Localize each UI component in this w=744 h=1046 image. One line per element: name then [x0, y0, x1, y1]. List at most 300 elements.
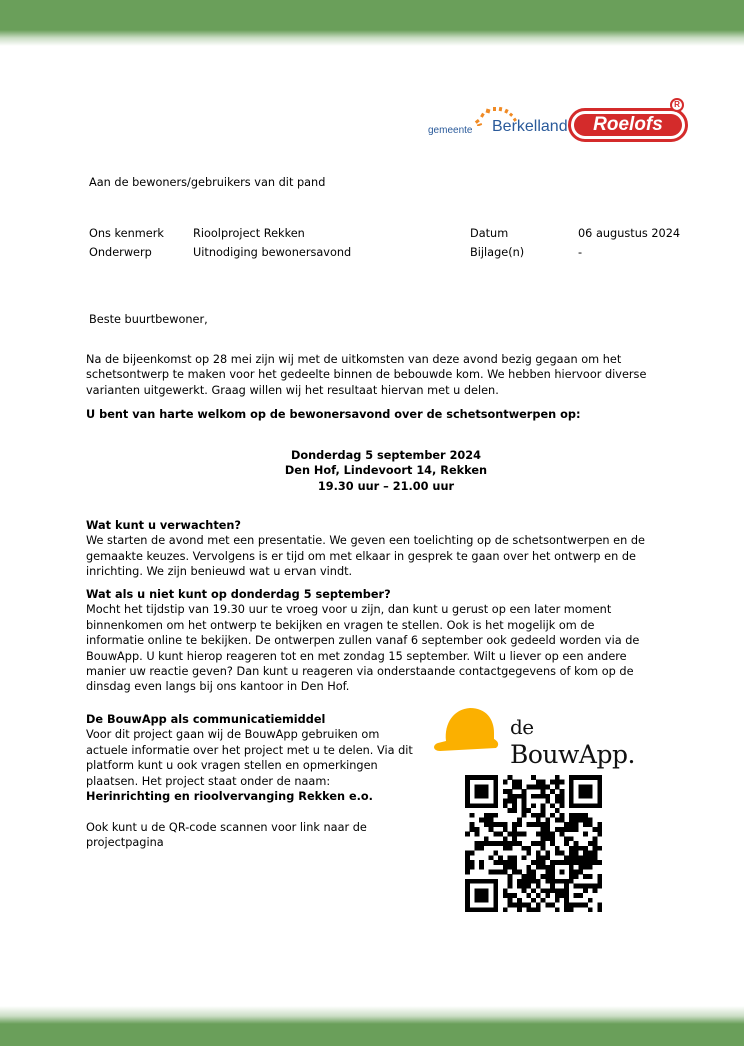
qr-module — [474, 879, 479, 884]
qr-module — [541, 803, 546, 808]
qr-module — [555, 784, 560, 789]
qr-module — [597, 907, 602, 912]
section-cannot-attend — [86, 587, 639, 695]
qr-module — [555, 799, 560, 804]
qr-module — [545, 874, 550, 879]
bouwapp-name: BouwApp. — [510, 740, 635, 769]
qr-module — [465, 898, 470, 903]
qr-module — [493, 775, 498, 780]
qr-module — [465, 832, 470, 837]
qr-module — [588, 884, 593, 889]
qr-module — [536, 832, 541, 837]
qr-module — [541, 789, 546, 794]
qr-module — [508, 794, 513, 799]
section-line: dinsdag even langs bij ons kantoor in Den Hof. — [86, 680, 350, 694]
qr-module — [474, 893, 479, 898]
qr-module — [470, 907, 475, 912]
qr-module — [489, 841, 494, 846]
qr-module — [550, 841, 555, 846]
qr-module — [569, 855, 574, 860]
qr-module — [578, 803, 583, 808]
qr-module — [526, 784, 531, 789]
qr-module — [541, 794, 546, 799]
qr-module — [498, 841, 503, 846]
qr-module — [503, 907, 508, 912]
qr-module — [578, 869, 583, 874]
qr-module — [578, 884, 583, 889]
qr-module — [479, 893, 484, 898]
qr-module — [474, 775, 479, 780]
section-line: manier uw reactie geven? Dan kunt u reageren via onderstaande contactgegevens of kom op de — [86, 665, 634, 679]
qr-module — [474, 794, 479, 799]
qr-module — [569, 860, 574, 865]
qr-module — [522, 903, 527, 908]
qr-module — [474, 832, 479, 837]
qr-module — [559, 860, 564, 865]
qr-module — [555, 775, 560, 780]
section-line: Ook kunt u de QR-code scannen voor link naar de — [86, 820, 367, 834]
qr-module — [597, 879, 602, 884]
attachments-label: Bijlage(n) — [470, 246, 525, 259]
qr-module — [536, 780, 541, 785]
qr-module — [555, 893, 560, 898]
qr-module — [555, 860, 560, 865]
qr-module — [555, 888, 560, 893]
qr-module — [512, 865, 517, 870]
qr-module — [508, 884, 513, 889]
qr-module — [503, 836, 508, 841]
qr-module — [569, 789, 574, 794]
addressee: Aan de bewoners/gebruikers van dit pand — [89, 176, 326, 189]
qr-module — [555, 851, 560, 856]
qr-module — [512, 836, 517, 841]
qr-module — [569, 818, 574, 823]
section-cannot-heading: Wat als u niet kunt op donderdag 5 september? — [86, 588, 391, 601]
qr-module — [512, 803, 517, 808]
qr-module — [522, 808, 527, 813]
qr-module — [465, 803, 470, 808]
qr-module — [489, 879, 494, 884]
qr-module — [465, 780, 470, 785]
qr-module — [588, 803, 593, 808]
qr-module — [545, 818, 550, 823]
qr-module — [508, 874, 513, 879]
qr-module — [588, 851, 593, 856]
qr-module — [498, 822, 503, 827]
qr-module — [569, 775, 574, 780]
qr-module — [597, 780, 602, 785]
qr-module — [578, 818, 583, 823]
section-line: binnenkomen om het ontwerp te bekijken en vragen te stellen. Ook is het mogelijk om de — [86, 618, 595, 632]
qr-module — [550, 888, 555, 893]
qr-module — [489, 827, 494, 832]
qr-module — [555, 907, 560, 912]
qr-module — [517, 780, 522, 785]
qr-module — [536, 893, 541, 898]
qr-module — [550, 865, 555, 870]
qr-module — [479, 818, 484, 823]
qr-module — [541, 827, 546, 832]
event-details — [86, 448, 686, 494]
qr-module — [470, 860, 475, 865]
qr-module — [574, 884, 579, 889]
qr-module — [470, 813, 475, 818]
qr-module — [503, 841, 508, 846]
qr-module — [493, 879, 498, 884]
qr-module — [508, 865, 513, 870]
header-logos — [428, 98, 698, 148]
qr-module — [578, 855, 583, 860]
qr-module — [545, 893, 550, 898]
qr-module — [508, 860, 513, 865]
qr-module — [465, 799, 470, 804]
qr-module — [465, 879, 470, 884]
qr-module — [541, 784, 546, 789]
qr-module — [550, 874, 555, 879]
qr-module — [536, 907, 541, 912]
qr-module — [559, 851, 564, 856]
section-line: inrichting. We zijn benieuwd wat u ervan vindt. — [86, 565, 353, 579]
qr-module — [503, 860, 508, 865]
qr-module — [479, 789, 484, 794]
qr-module — [479, 846, 484, 851]
qr-module — [555, 808, 560, 813]
qr-module — [526, 808, 531, 813]
qr-module — [536, 851, 541, 856]
qr-module — [465, 784, 470, 789]
qr-module — [588, 794, 593, 799]
qr-module — [489, 907, 494, 912]
qr-module — [484, 784, 489, 789]
qr-module — [559, 832, 564, 837]
qr-module — [564, 860, 569, 865]
qr-module — [526, 874, 531, 879]
qr-module — [541, 874, 546, 879]
intro-paragraph — [86, 352, 646, 398]
qr-module — [569, 827, 574, 832]
qr-module — [531, 822, 536, 827]
qr-module — [588, 822, 593, 827]
qr-module — [493, 822, 498, 827]
qr-module — [508, 903, 513, 908]
qr-module — [597, 903, 602, 908]
salutation: Beste buurtbewoner, — [89, 313, 208, 326]
qr-module — [583, 851, 588, 856]
qr-module — [512, 903, 517, 908]
qr-module — [545, 799, 550, 804]
qr-module — [479, 907, 484, 912]
qr-module — [517, 869, 522, 874]
qr-module — [493, 780, 498, 785]
qr-module — [489, 775, 494, 780]
qr-module — [564, 884, 569, 889]
qr-module — [564, 827, 569, 832]
qr-module — [536, 813, 541, 818]
qr-module — [569, 780, 574, 785]
qr-module — [484, 818, 489, 823]
qr-module — [541, 780, 546, 785]
qr-module — [578, 789, 583, 794]
qr-module — [597, 794, 602, 799]
qr-module — [512, 808, 517, 813]
qr-module — [597, 874, 602, 879]
qr-module — [479, 803, 484, 808]
qr-module — [493, 799, 498, 804]
qr-module — [512, 893, 517, 898]
qr-module — [564, 841, 569, 846]
qr-module — [569, 865, 574, 870]
qr-module — [517, 879, 522, 884]
qr-module — [508, 841, 513, 846]
qr-module — [503, 789, 508, 794]
qr-module — [545, 888, 550, 893]
qr-module — [545, 794, 550, 799]
qr-module — [526, 869, 531, 874]
qr-module — [493, 803, 498, 808]
qr-module — [508, 799, 513, 804]
qr-module — [578, 893, 583, 898]
qr-module — [574, 893, 579, 898]
municipality-prefix: gemeente — [428, 125, 473, 136]
qr-module — [583, 775, 588, 780]
qr-module — [479, 879, 484, 884]
qr-module — [493, 860, 498, 865]
qr-module — [489, 803, 494, 808]
qr-module — [569, 869, 574, 874]
qr-module — [578, 813, 583, 818]
qr-module — [470, 803, 475, 808]
qr-module — [512, 794, 517, 799]
qr-module — [517, 784, 522, 789]
qr-module — [559, 799, 564, 804]
qr-module — [541, 888, 546, 893]
qr-module — [474, 784, 479, 789]
qr-module — [498, 860, 503, 865]
qr-module — [569, 794, 574, 799]
qr-module — [517, 794, 522, 799]
qr-module — [545, 827, 550, 832]
qr-module — [593, 851, 598, 856]
qr-module — [465, 869, 470, 874]
qr-module — [564, 907, 569, 912]
qr-module — [531, 874, 536, 879]
qr-module — [593, 827, 598, 832]
qr-module — [479, 794, 484, 799]
qr-module — [493, 851, 498, 856]
qr-module — [512, 869, 517, 874]
qr-module — [512, 784, 517, 789]
qr-module — [508, 832, 513, 837]
qr-module — [574, 869, 579, 874]
section-line: gemaakte keuzes. Vervolgens is er tijd om met elkaar in gesprek te gaan over het ontwerp en de — [86, 549, 636, 563]
qr-module — [479, 775, 484, 780]
qr-module — [550, 789, 555, 794]
qr-module — [531, 869, 536, 874]
qr-module — [541, 813, 546, 818]
qr-module — [550, 879, 555, 884]
qr-module — [470, 879, 475, 884]
qr-module — [574, 851, 579, 856]
qr-module — [465, 893, 470, 898]
qr-module — [531, 898, 536, 903]
qr-module — [583, 860, 588, 865]
qr-module — [569, 784, 574, 789]
qr-module — [470, 827, 475, 832]
qr-module — [503, 893, 508, 898]
qr-code[interactable] — [465, 775, 602, 912]
qr-module — [493, 907, 498, 912]
qr-module — [489, 818, 494, 823]
qr-module — [541, 846, 546, 851]
qr-module — [564, 893, 569, 898]
qr-module — [522, 789, 527, 794]
qr-module — [493, 898, 498, 903]
qr-module — [569, 879, 574, 884]
qr-module — [484, 836, 489, 841]
qr-module — [526, 893, 531, 898]
qr-module — [555, 827, 560, 832]
qr-module — [517, 907, 522, 912]
qr-module — [465, 855, 470, 860]
qr-module — [484, 898, 489, 903]
qr-module — [484, 841, 489, 846]
qr-module — [541, 898, 546, 903]
qr-module — [484, 789, 489, 794]
qr-module — [503, 865, 508, 870]
municipality-name: Berkelland — [492, 118, 568, 135]
qr-module — [489, 813, 494, 818]
qr-module — [503, 888, 508, 893]
qr-module — [593, 836, 598, 841]
qr-module — [569, 874, 574, 879]
qr-module — [503, 869, 508, 874]
qr-module — [512, 860, 517, 865]
qr-module — [536, 903, 541, 908]
qr-module — [536, 879, 541, 884]
qr-module — [588, 898, 593, 903]
qr-module — [574, 846, 579, 851]
qr-module — [574, 775, 579, 780]
qr-module — [522, 794, 527, 799]
qr-module — [508, 846, 513, 851]
qr-module — [531, 775, 536, 780]
qr-module — [588, 865, 593, 870]
qr-module — [536, 841, 541, 846]
qr-module — [550, 832, 555, 837]
section-expect-heading: Wat kunt u verwachten? — [86, 519, 241, 532]
qr-module — [531, 879, 536, 884]
qr-module — [564, 836, 569, 841]
qr-module — [541, 860, 546, 865]
qr-module — [593, 884, 598, 889]
qr-module — [512, 832, 517, 837]
invitation-text: U bent van harte welkom op de bewonersavond over de schetsontwerpen op: — [86, 408, 581, 421]
qr-module — [508, 789, 513, 794]
qr-module — [545, 832, 550, 837]
qr-module — [541, 836, 546, 841]
qr-module — [489, 822, 494, 827]
qr-module — [574, 841, 579, 846]
qr-module — [484, 907, 489, 912]
qr-module — [465, 775, 470, 780]
qr-module — [555, 898, 560, 903]
qr-module — [559, 888, 564, 893]
qr-module — [574, 803, 579, 808]
qr-module — [465, 903, 470, 908]
qr-module — [593, 860, 598, 865]
qr-module — [597, 775, 602, 780]
qr-module — [550, 903, 555, 908]
qr-module — [541, 832, 546, 837]
qr-module — [522, 884, 527, 889]
qr-module — [550, 860, 555, 865]
qr-module — [474, 907, 479, 912]
qr-module — [474, 846, 479, 851]
qr-module — [555, 846, 560, 851]
qr-module — [583, 874, 588, 879]
date-label: Datum — [470, 227, 509, 240]
qr-module — [555, 818, 560, 823]
qr-module — [493, 888, 498, 893]
qr-module — [531, 907, 536, 912]
qr-module — [588, 841, 593, 846]
qr-module — [526, 822, 531, 827]
qr-module — [508, 855, 513, 860]
qr-module — [526, 884, 531, 889]
qr-module — [583, 846, 588, 851]
attachments-value: - — [578, 246, 583, 259]
qr-module — [574, 903, 579, 908]
bouwapp-prefix: de — [510, 715, 534, 739]
qr-module — [550, 813, 555, 818]
qr-module — [498, 855, 503, 860]
qr-module — [541, 855, 546, 860]
qr-module — [593, 775, 598, 780]
qr-module — [597, 832, 602, 837]
qr-module — [484, 794, 489, 799]
qr-module — [465, 907, 470, 912]
qr-module — [484, 822, 489, 827]
qr-module — [531, 860, 536, 865]
qr-module — [597, 827, 602, 832]
qr-module — [503, 822, 508, 827]
qr-module — [545, 879, 550, 884]
qr-module — [522, 813, 527, 818]
intro-line: Na de bijeenkomst op 28 mei zijn wij met de uitkomsten van deze avond bezig gegaan om het — [86, 353, 622, 366]
qr-module — [498, 869, 503, 874]
event-time: 19.30 uur – 21.00 uur — [317, 479, 455, 493]
qr-module — [503, 803, 508, 808]
section-line: Voor dit project gaan wij de BouwApp gebruiken om — [86, 728, 380, 742]
qr-module — [574, 818, 579, 823]
qr-module — [493, 884, 498, 889]
qr-module — [545, 822, 550, 827]
bouwapp-wordmark — [510, 711, 660, 769]
qr-module — [593, 855, 598, 860]
qr-module — [474, 789, 479, 794]
qr-module — [588, 784, 593, 789]
qr-module — [545, 836, 550, 841]
qr-module — [550, 803, 555, 808]
qr-module — [593, 803, 598, 808]
qr-module — [583, 822, 588, 827]
qr-module — [555, 780, 560, 785]
qr-module — [470, 865, 475, 870]
qr-module — [559, 893, 564, 898]
qr-module — [536, 865, 541, 870]
qr-module — [569, 813, 574, 818]
qr-module — [564, 855, 569, 860]
